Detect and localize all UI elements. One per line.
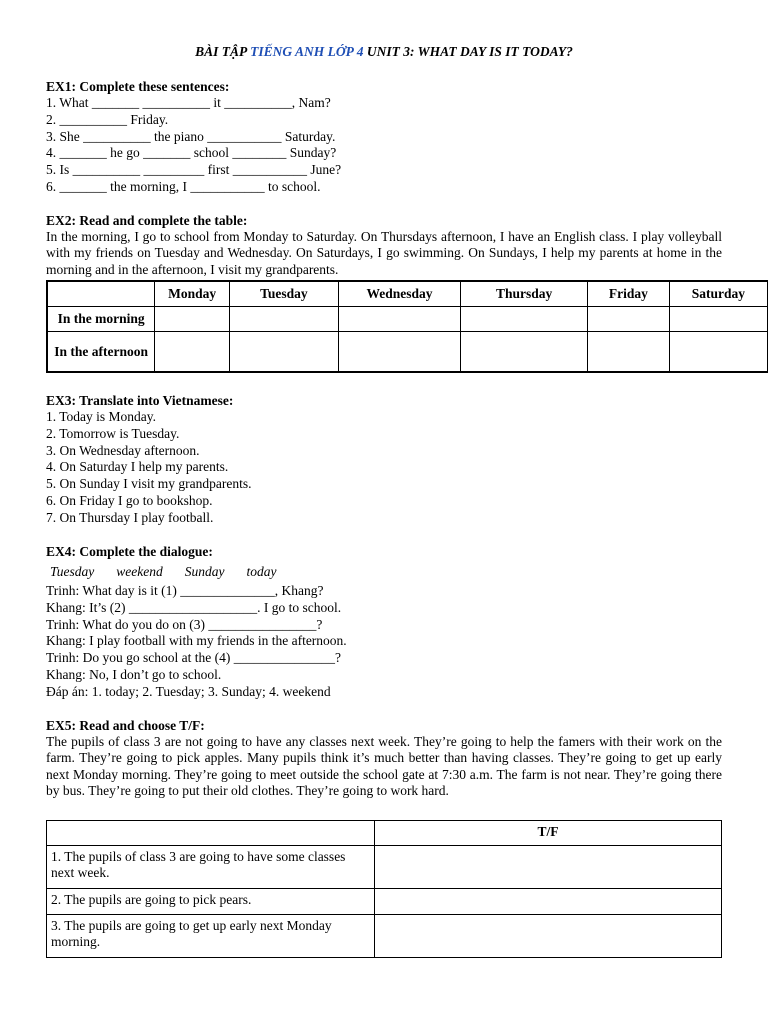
tf-answer-cell[interactable] (375, 915, 722, 958)
ex3-section (46, 392, 722, 527)
ex2-passage: In the morning, I go to school from Monday to Saturday. On Thursdays afternoon, I have an English class. I play volleyball with my friends on Tuesday and Wednesday. On Saturdays, I go swimming. On Sundays, I help my parents at home in the morning and in the afternoon, I visit my grandparents. (46, 229, 722, 277)
statement-cell: 2. The pupils are going to pick pears. (47, 889, 375, 915)
answer-cell[interactable] (669, 307, 768, 332)
ex5-table (46, 820, 722, 958)
ex1-item: 6. _______ the morning, I ___________ to school. (46, 178, 321, 194)
answer-cell[interactable] (155, 307, 230, 332)
title-highlight: TIẾNG ANH LỚP 4 (250, 44, 364, 59)
ex4-heading: EX4: Complete the dialogue: (46, 544, 213, 559)
answer-cell[interactable] (338, 332, 461, 373)
table-header-friday: Friday (587, 281, 669, 307)
ex1-item: 3. She __________ the piano ___________ Saturday. (46, 128, 336, 144)
word-bank-item: Tuesday (50, 564, 95, 579)
ex1-heading: EX1: Complete these sentences: (46, 79, 230, 94)
statement-cell: 3. The pupils are going to get up early next Monday morning. (47, 915, 375, 958)
ex5-heading: EX5: Read and choose T/F: (46, 718, 205, 733)
ex3-item: 7. On Thursday I play football. (46, 509, 214, 525)
ex1-item: 2. __________ Friday. (46, 111, 169, 127)
answer-cell[interactable] (461, 332, 588, 373)
ex1-section (46, 78, 722, 196)
ex4-section (46, 543, 722, 701)
row-label-afternoon: In the afternoon (47, 332, 155, 373)
page-title: BÀI TẬP TIẾNG ANH LỚP 4 UNIT 3: WHAT DAY IS IT TODAY? (195, 44, 573, 59)
dialogue-line: Khang: No, I don’t go to school. (46, 666, 222, 682)
ex3-heading: EX3: Translate into Vietnamese: (46, 393, 234, 408)
ex3-item: 2. Tomorrow is Tuesday. (46, 425, 180, 441)
table-header-saturday: Saturday (669, 281, 768, 307)
word-bank (46, 563, 722, 581)
answer-cell[interactable] (669, 332, 768, 373)
answer-cell[interactable] (230, 332, 339, 373)
answer-cell[interactable] (230, 307, 339, 332)
ex1-item: 5. Is __________ _________ first ___________ June? (46, 162, 342, 178)
tf-answer-cell[interactable] (375, 889, 722, 915)
tf-answer-cell[interactable] (375, 846, 722, 889)
word-bank-item: weekend (116, 564, 163, 579)
ex5-section (46, 717, 722, 799)
table-header-wednesday: Wednesday (338, 281, 461, 307)
statement-header (47, 821, 375, 846)
ex2-table (46, 280, 768, 373)
ex5-passage: The pupils of class 3 are not going to have any classes next week. They’re going to help the famers with their work on the farm. They’re going to pick apples. Many pupils think it’s much better than having classes. They’re going to get up early next Monday morning. They’re going to meet outside the school gate at 7:30 a.m. The farm is not near. They’re going there by bus. They’re going to put their old clothes. They’re going to work hard. (46, 734, 722, 798)
tf-header: T/F (375, 821, 722, 846)
word-bank-item: Sunday (184, 564, 225, 579)
ex2-heading: EX2: Read and complete the table: (46, 213, 248, 228)
table-header-tuesday: Tuesday (230, 281, 339, 307)
table-header-cell (47, 281, 155, 307)
table-header-monday: Monday (155, 281, 230, 307)
ex1-item: 4. _______ he go _______ school ________ Sunday? (46, 145, 337, 161)
answer-cell[interactable] (155, 332, 230, 373)
ex3-item: 4. On Saturday I help my parents. (46, 459, 229, 475)
dialogue-line: Trinh: Do you go school at the (4) _______________? (46, 650, 341, 666)
dialogue-line: Trinh: What day is it (1) ______________, Khang? (46, 583, 324, 598)
ex1-item: 1. What _______ __________ it __________, Nam? (46, 95, 331, 110)
answer-cell[interactable] (587, 307, 669, 332)
ex3-item: 3. On Wednesday afternoon. (46, 442, 200, 458)
dialogue-line: Trinh: What do you do on (3) ________________? (46, 616, 323, 632)
answer-cell[interactable] (461, 307, 588, 332)
table-header-thursday: Thursday (461, 281, 588, 307)
ex2-section (46, 212, 722, 278)
dialogue-line: Khang: I play football with my friends in the afternoon. (46, 633, 347, 649)
answer-key: Đáp án: 1. today; 2. Tuesday; 3. Sunday; 4. weekend (46, 683, 331, 699)
dialogue-line: Khang: It’s (2) ___________________. I go to school. (46, 599, 342, 615)
statement-cell: 1. The pupils of class 3 are going to have some classes next week. (47, 846, 375, 889)
ex3-item: 6. On Friday I go to bookshop. (46, 492, 213, 508)
answer-cell[interactable] (338, 307, 461, 332)
word-bank-item: today (246, 564, 277, 579)
ex3-item: 5. On Sunday I visit my grandparents. (46, 476, 252, 492)
ex3-item: 1. Today is Monday. (46, 409, 157, 424)
row-label-morning: In the morning (47, 307, 155, 332)
answer-cell[interactable] (587, 332, 669, 373)
